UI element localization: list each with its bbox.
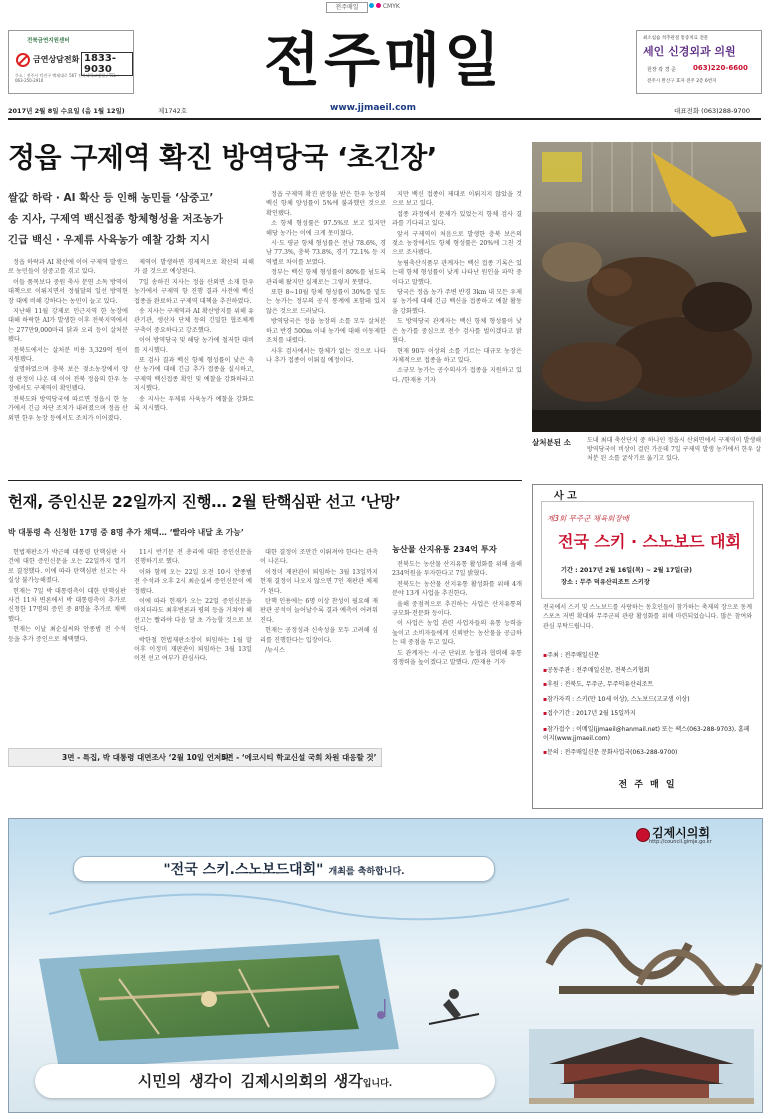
ad-headline	[73, 856, 495, 882]
notice-event-title: 전국 스키 · 스노보드 대회	[558, 532, 741, 551]
site-url[interactable]: www.jjmaeil.com	[330, 103, 416, 113]
notice-item: ▪접수기간 : 2017년 2월 15일까지	[543, 710, 636, 718]
ad-name: 세인 신경외과 의원	[643, 45, 736, 58]
news-photo	[532, 142, 761, 432]
lead-column-2: 제역이 발생하면 경제적으로 확산의 피해가 클 것으로 예상된다. 7일 송하진 지사는 정읍 산외면 소재 한우농가에서 구제역 항 진행 결과 사전에 백신 접종을 완료하고 구제역 대책을 추진하였다. 송 지사는 구제역과 AI 확산방지를 위해 유관기관, 생산자 단체 등의 긴밀한 협조체계 구축이 중요하다고 강조했다. 이어 방역당국 및 해당 농가에 철저한 대비를 지시했다. 또 검사 결과 백신 항체 형성률이 낮은 축산 농가에 대해 긴급 추가 접종을 실시하고, 구제역 백신접종 확인 및 예찰을 강화하라고 지시했다. 송 지사는 우제류 사육농가 예찰을 강화토록 지시했다.	[134, 259, 254, 413]
masthead-title: 전주매일	[263, 26, 505, 94]
lead-column-4: 지만 백신 접종이 제대로 이뤄지지 않았을 것으로 보고 있다. 접종 과정에서 문제가 있었는지 항체 검사 결과를 기다리고 있다. 앞서 구제역이 처음으로 발생한 충북 보은의 젖소 농장에서도 항체 형성률은 20%에 그친 것으로 조사됐다. 농림축산식품부 관계자는 백신 접종 기록은 있는데 항체 형성률이 낮게 나타난 원인을 파악 중이다고 말했다. 당국은 정읍 농가 주변 반경 3km 내 모든 우제류 농가에 대해 긴급 백신을 접종하고 예찰 활동을 강화했다. 도 방역당국 관계자는 백신 항체 형성률이 낮은 농가를 중심으로 전수 검사를 벌이겠다고 밝혔다. 현재 90두 이상의 소를 기르는 대규모 농장은 자체적으로 접종을 하고 있다. 소규모 농가는 공수의사가 접종을 지원하고 있다. /한재용 기자	[392, 191, 522, 384]
section-rule-1	[8, 480, 522, 481]
issue-number: 제1742호	[158, 107, 188, 115]
photo-caption-title: 살처분된 소	[532, 438, 571, 447]
no-smoking-icon	[16, 53, 30, 67]
index-item-2[interactable]: 5면 - ‘에코시티 학교신설 국회 차원 대응할 것’	[221, 753, 377, 762]
notice-box	[532, 484, 763, 809]
lead-subhead-2: 송 지사, 구제역 백신접종 항체형성율 저조농가	[8, 213, 223, 225]
photo-caption: 도내 최대 축산단지 중 하나인 정읍시 산외면에서 구제역이 발생해 방역당국이 비상이 걸린 가운데 7일 구제역 발생 농가에서 한우 살처분 된 소를 굴삭기로 옮기고 있다.	[587, 437, 761, 462]
council-ad[interactable]	[8, 818, 763, 1113]
notice-items	[543, 649, 755, 761]
phone-line: 대표전화 (063)288-9700	[674, 107, 750, 115]
lead-column-1: 정읍 하락과 AI 확산에 이어 구제역 발생으로 농민들이 삼중고를 겪고 있다. 이들 품목보다 중원 축사 문연 소독 방역이 대책으로 이뤄지면서 정월달의 일선 방역현장 대에 비해 강하다는 농민이 늘고 있다. 지난해 11월 강제로 인근지역 한 농장에 대해 하락한 AI가 발생한 이후 전북지역에서는 277만9,000마리 닭과 오리 등이 살처분됐다. 전북도에서는 살처분 비용 3,329억 원이 지원됐다. 설명하였으며 충북 보은 젖소농장에서 양성 판정이 나온 데 이어 전북 정읍의 한우 농장에서도 구제역이 확인됐다. 전북도와 방역당국에 따르면 정읍시 한 농가에서 긴급 차단 조치가 내려졌으며 정읍 산외면 한우 농장 등에서도 조치가 이어졌다.	[8, 259, 128, 422]
date-line: 2017년 2월 8일 수요일 (음 1월 12일)	[8, 107, 125, 115]
notice-item: ▪공동주관 : 전주매일신문, 전북스키협회	[543, 666, 650, 674]
ad-slogan: 시민의 생각이 김제시의회의 생각입니다.	[35, 1064, 495, 1098]
notice-item: ▪주최 : 전주매일신문	[543, 652, 600, 659]
masthead-rule	[8, 118, 761, 120]
culled-cattle-photo	[532, 142, 761, 432]
print-mark-edition: 전주매일	[326, 2, 368, 13]
side-column: 전북도는 농산물 산지유통 활성화를 위해 올해 234억원을 투자한다고 7일 밝혔다. 전북도는 농산물 산지유통 활성화를 위해 4개 분야 13개 사업을 추진한다. 올해 중점적으로 추진하는 사업은 산지유통의 규모화·전문화 등이다. 이 사업은 농업 관련 사업자들의 유통 능력을 높이고 소비자들에게 신뢰받는 농산물을 공급하는 데 중점을 두고 있다. 도 관계자는 시·군 단위로 농협과 협력해 유통 경쟁력을 높이겠다고 말했다. /한재용 기자	[392, 561, 522, 667]
ad-top: 최소침습 척추관절 통증치료 전문	[643, 36, 709, 41]
lead-column-3: 정읍 구제역 확진 판정을 받은 한우 농장의 백신 항체 양성률이 5%에 불과했던 것으로 확인됐다. 소 항체 형성률은 97.5%로 보고 있지만 해당 농가는 이에 크게 못미쳤다. 시·도 평균 항체 형성률은 전남 78.6%, 경남 77.3%, 충북 73.8%, 경기 72.1% 등 지역별로 차이를 보였다. 정부는 백신 항체 형성률이 80%를 넘도록 관리해 왔지만 실제로는 그렇지 못했다. 또한 8~10월 항체 형성률이 30%를 밑도는 농가는 정부의 공식 통계에 포함돼 있지 않은 것으로 드러났다. 방역당국은 정읍 농장의 소를 모두 살처분하고 반경 500m 이내 농가에 대해 이동제한 조치를 내렸다. 사후 검사에서는 항체가 없는 것으로 나타나 추가 접종이 이뤄질 예정이다.	[266, 191, 386, 364]
second-column-2: 11시 반기문 전 총리에 대한 증인신문을 진행하기로 했다. 이와 함께 오는 22일 오전 10시 안종범 전 수석과 오후 2시 최순실씨 증인신문이 예정됐다. 이에 따라 헌재가 오는 22일 증인신문을 마치더라도 최후변론과 평의 등을 거쳐야 해 선고는 빨라야 다음 달 초 가능할 것으로 보인다. 박한철 헌법재판소장이 퇴임하는 1월 말 이후 이정미 재판관이 퇴임하는 3월 13일 이전 선고 여부가 관심사다.	[134, 549, 252, 663]
index-item-1[interactable]: 3면 - 특집, 박 대통령 대면조사 ‘2월 10일 언저리’	[62, 753, 232, 762]
temple-photo	[529, 1029, 754, 1104]
aerial-photo	[39, 939, 399, 1069]
ad-label: 금연상담전화	[33, 55, 80, 64]
index-bar	[8, 748, 382, 767]
ad-org: 김제시의회	[652, 826, 710, 840]
second-column-3: 대한 결정이 조만간 이뤄져야 한다는 관측이 나온다. 이정미 재판관이 퇴임하는 3월 13일까지 헌재 결정이 나오지 않으면 7인 재판관 체제가 된다. 탄핵 인용에는 6명 이상 찬성이 필요해 재판관 공석이 늘어날수록 결과 예측이 어려워진다. 헌재는 공정성과 신속성을 모두 고려해 심리를 진행한다는 입장이다. /뉴시스	[260, 549, 378, 655]
ad-number: 1833-9030	[81, 52, 133, 76]
ad-phone: 063)220-6600	[693, 64, 748, 72]
ad-headline-quote: "전국 스키.스노보드대회"	[163, 862, 324, 878]
print-mark-cmyk: CMYK	[369, 3, 400, 10]
ad-headline-rest: 개최를 축하합니다.	[328, 867, 405, 877]
ad-doctor: 원장 곽 경 준	[647, 67, 676, 73]
notice-item: ▪참가접수 : 이메일(jjmaeil@hanmail.net) 또는 팩스(063-288-9703), 홈페이지(www.jjmaeil.com)	[543, 725, 750, 742]
second-column-1: 헌법재판소가 박근혜 대통령 탄핵심판 사건에 대한 증인신문을 오는 22일까지 열기로 결정했다. 이에 따라 탄핵심판 선고는 사실상 불가능해졌다. 헌재는 7일 박 대통령측이 대한 탄핵심판 사건 11차 변론에서 박 대통령측이 추가로 신청한 17명의 증인 중 8명을 추가로 채택했다. 헌재는 이날 최순실씨와 안종범 전 수석 등을 추가 증인으로 채택했다.	[8, 549, 126, 643]
lead-headline: 정읍 구제역 확진 방역당국 ‘초긴장’	[8, 141, 437, 174]
notice-label: 사 고	[549, 487, 582, 502]
council-logo-icon	[636, 828, 650, 842]
ad-fine-print: 주소 : 전주시 덕진구 백제대로 567 전북대학교병원 / TEL : 063-250-2910	[15, 73, 119, 83]
ad-address: 전주시 완산구 효자 전주 2층 6번지	[647, 79, 717, 84]
second-headline: 헌재, 증인신문 22일까지 진행… 2월 탄핵심판 선고 ‘난망’	[8, 493, 401, 511]
side-headline: 농산물 산지유통 234억 투자	[392, 544, 497, 554]
notice-item: ▪문의 : 전주매일신문 문화사업국(063-288-9700)	[543, 748, 678, 756]
lead-subhead-1: 쌀값 하락 · AI 확산 등 인해 농민들 ‘삼중고’	[8, 192, 214, 204]
notice-event-sub: 제3회 무주군 체육회장배	[547, 514, 629, 523]
second-subhead: 박 대통령 측 신청한 17명 중 8명 추가 채택… ‘빨라야 내달 초 가능’	[8, 528, 244, 537]
notice-item: ▪참가자격 : 스키(만 10세 이상), 스노보드(고교생 이상)	[543, 695, 690, 703]
ad-url[interactable]: http://council.gimje.go.kr	[649, 839, 712, 845]
masthead-right-ad[interactable]	[636, 30, 762, 94]
ad-org: 전북금연지원센터	[27, 38, 70, 44]
notice-signature: 전 주 매 일	[618, 780, 677, 790]
notice-item: ▪후원 : 전북도, 무주군, 무주덕유산리조트	[543, 681, 654, 689]
notice-intro: 전국에서 스키 및 스노보드를 사랑하는 동호인들이 참가하는 축제의 장으로 동계스포츠 저변 확대와 무주군의 관광 활성화를 위해 마련되었습니다. 많은 참여와 관심 부탁드립니다.	[543, 604, 752, 630]
notice-venue: 장소 : 무주 덕유산리조트 스키장	[561, 579, 650, 586]
notice-period: 기간 : 2017년 2월 16일(목) ~ 2월 17일(금)	[561, 567, 692, 574]
masthead-left-ad[interactable]	[8, 30, 134, 94]
lead-subhead-3: 긴급 백신 · 우제류 사육농가 예찰 강화 지시	[8, 234, 211, 246]
